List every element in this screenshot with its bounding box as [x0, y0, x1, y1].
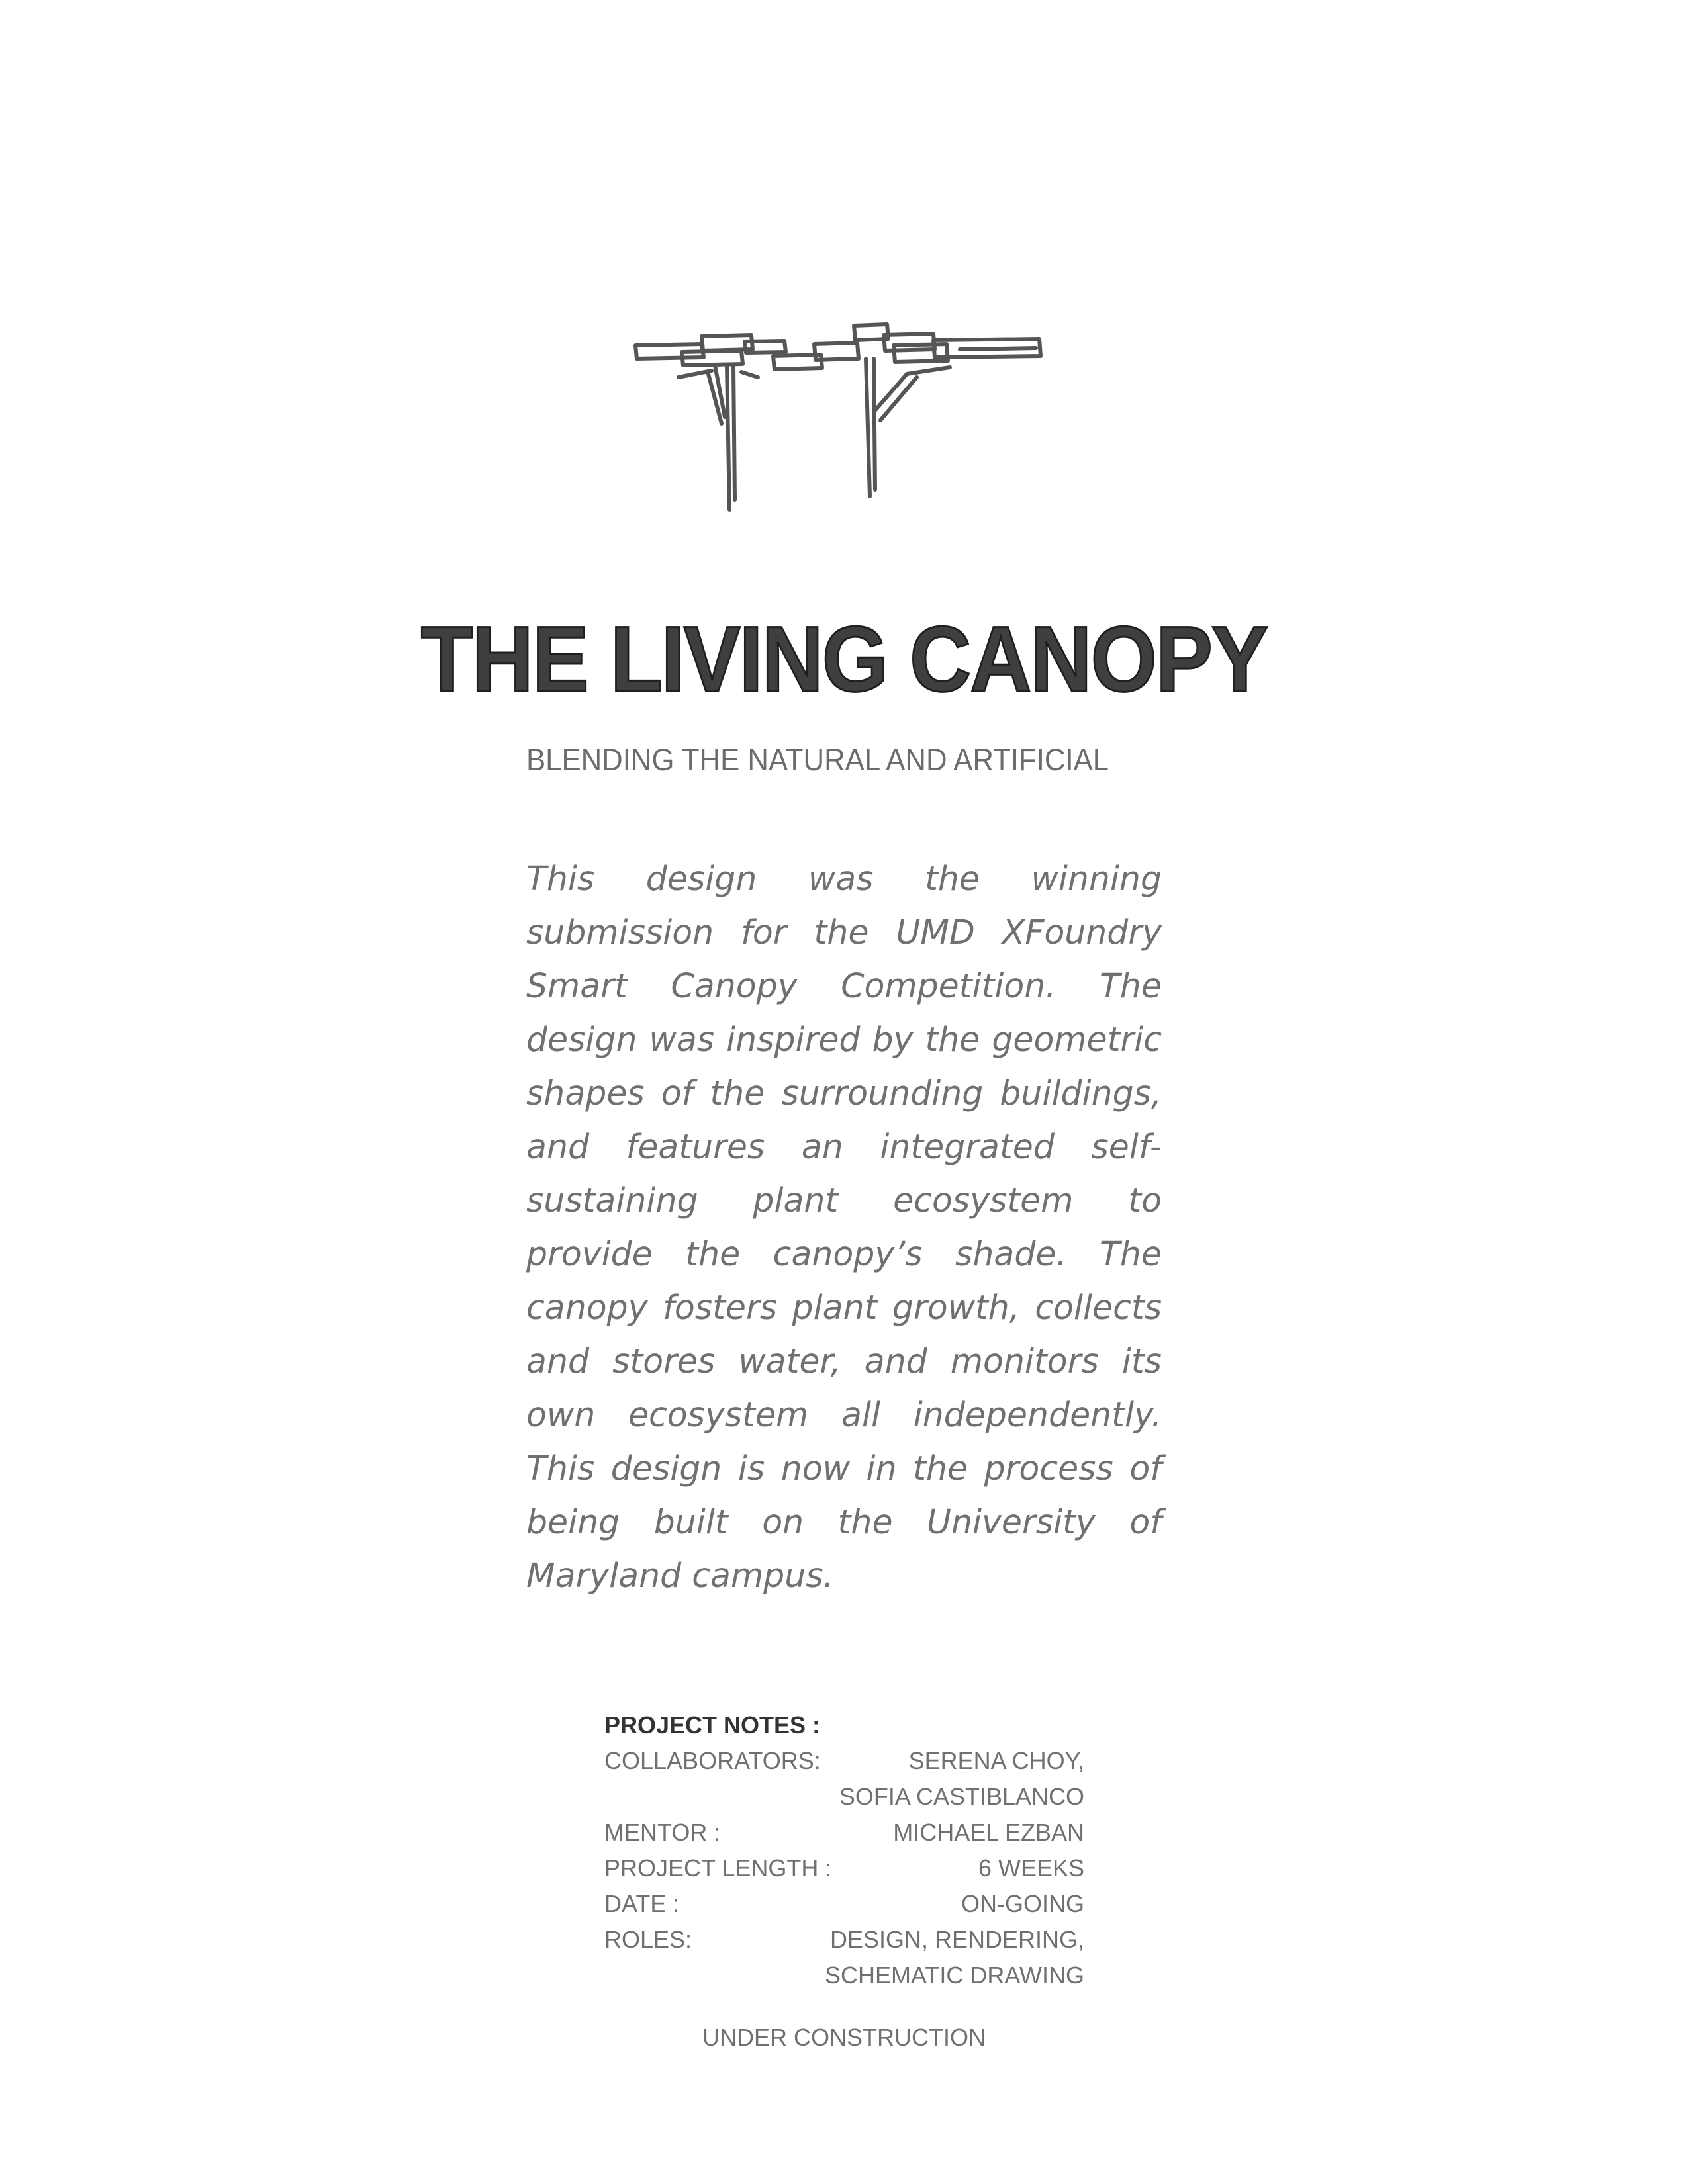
note-label: PROJECT LENGTH :: [604, 1854, 832, 1882]
note-row-mentor: [604, 1815, 1084, 1850]
project-description: This design was the winning submission for the UMD XFoundry Smart Canopy Competition. The design was inspired by the geometric shapes of the surrounding buildings, and features an integrated self-sustaining plant ecosystem to provide the canopy’s shade. The canopy fosters plant growth, collects and stores water, and monitors its own ecosystem all independently. This design is now in the process of being built on the University of Maryland campus.: [526, 859, 1162, 1595]
project-notes-heading: PROJECT NOTES :: [604, 1711, 821, 1739]
note-value: SERENA CHOY, SOFIA CASTIBLANCO: [839, 1747, 1084, 1810]
note-row-project-length: [604, 1850, 1084, 1886]
status-label: UNDER CONSTRUCTION: [702, 2024, 986, 2051]
note-row-roles: [604, 1922, 1084, 1993]
page-subtitle: BLENDING THE NATURAL AND ARTIFICIAL: [526, 742, 1109, 777]
note-value: MICHAEL EZBAN: [893, 1819, 1084, 1846]
note-value: DESIGN, RENDERING, SCHEMATIC DRAWING: [825, 1926, 1084, 1989]
page-title: THE LIVING CANOPY: [420, 607, 1268, 711]
note-value: ON-GOING: [961, 1890, 1084, 1917]
note-value: 6 WEEKS: [978, 1854, 1084, 1882]
canopy-sketch: [616, 311, 1059, 576]
project-notes: [604, 1707, 1084, 1993]
note-label: ROLES:: [604, 1926, 692, 1953]
note-label: COLLABORATORS:: [604, 1747, 821, 1774]
note-label: MENTOR :: [604, 1819, 721, 1846]
note-row-date: [604, 1886, 1084, 1922]
note-label: DATE :: [604, 1890, 680, 1917]
note-row-collaborators: [604, 1743, 1084, 1815]
